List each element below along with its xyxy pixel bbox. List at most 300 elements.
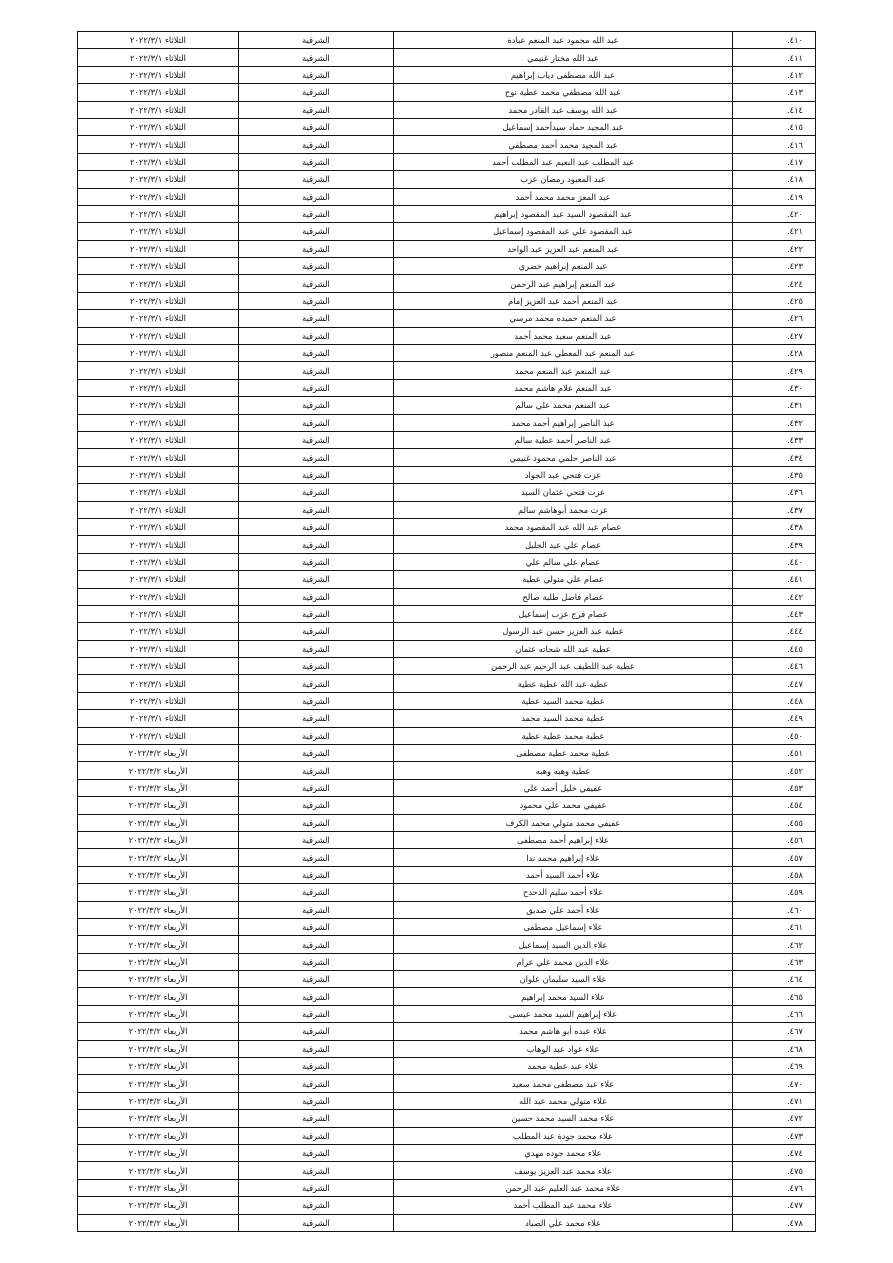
- person-name: عبد المعز محمد محمد أحمد: [394, 188, 733, 205]
- governorate: الشرقية: [239, 66, 394, 83]
- visit-date: الثلاثاء ٢٠٢٢/٣/١: [78, 588, 239, 605]
- table-row: [78, 292, 816, 309]
- governorate: الشرقية: [239, 223, 394, 240]
- visit-date: الأربعاء ٢٠٢٢/٣/٢: [78, 971, 239, 988]
- person-name: عبد المطلب عبد النعيم عبد المطلب أحمد: [394, 153, 733, 170]
- visit-date: الثلاثاء ٢٠٢٢/٣/١: [78, 727, 239, 744]
- table-row: [78, 397, 816, 414]
- row-number: ٤١٤.: [733, 101, 816, 118]
- person-name: عطية عبد الله شحاته عثمان: [394, 640, 733, 657]
- visit-date: الثلاثاء ٢٠٢٢/٣/١: [78, 692, 239, 709]
- visit-date: الأربعاء ٢٠٢٢/٣/٢: [78, 1110, 239, 1127]
- governorate: الشرقية: [239, 1075, 394, 1092]
- table-row: [78, 49, 816, 66]
- row-number: ٤٧٨.: [733, 1214, 816, 1231]
- person-name: عبد المنعم إبراهيم عبد الرحمن: [394, 275, 733, 292]
- person-name: عبد المنعم حميده محمد مرسي: [394, 310, 733, 327]
- person-name: عبد المنعم عبد المعطي عبد المنعم منصور: [394, 345, 733, 362]
- governorate: الشرقية: [239, 571, 394, 588]
- visit-date: الثلاثاء ٢٠٢٢/٣/١: [78, 466, 239, 483]
- person-name: عفيفي محمد متولي محمد الكرف: [394, 814, 733, 831]
- table-row: [78, 1023, 816, 1040]
- row-number: ٤٦٥.: [733, 988, 816, 1005]
- visit-date: الثلاثاء ٢٠٢٢/٣/١: [78, 484, 239, 501]
- governorate: الشرقية: [239, 623, 394, 640]
- visit-date: الأربعاء ٢٠٢٢/٣/٢: [78, 936, 239, 953]
- person-name: عطية محمد السيد محمد: [394, 710, 733, 727]
- person-name: عبد المقصود السيد عبد المقصود إبراهيم: [394, 205, 733, 222]
- person-name: عبد الناصر أحمد عطية سالم: [394, 431, 733, 448]
- row-number: ٤٤٢.: [733, 588, 816, 605]
- governorate: الشرقية: [239, 675, 394, 692]
- visit-date: الأربعاء ٢٠٢٢/٣/٢: [78, 1023, 239, 1040]
- visit-date: الثلاثاء ٢٠٢٢/٣/١: [78, 171, 239, 188]
- governorate: الشرقية: [239, 1214, 394, 1231]
- table-row: [78, 953, 816, 970]
- row-number: ٤٦٧.: [733, 1023, 816, 1040]
- row-number: ٤٧٦.: [733, 1179, 816, 1196]
- visit-date: الأربعاء ٢٠٢٢/٣/٢: [78, 1197, 239, 1214]
- visit-date: الثلاثاء ٢٠٢٢/٣/١: [78, 710, 239, 727]
- person-name: عزت فتحي عثمان السيد: [394, 484, 733, 501]
- row-number: ٤٧٠.: [733, 1075, 816, 1092]
- table-row: [78, 327, 816, 344]
- visit-date: الثلاثاء ٢٠٢٢/٣/١: [78, 553, 239, 570]
- visit-date: الثلاثاء ٢٠٢٢/٣/١: [78, 84, 239, 101]
- governorate: الشرقية: [239, 849, 394, 866]
- row-number: ٤٣١.: [733, 397, 816, 414]
- records-table: [77, 31, 816, 1232]
- table-row: [78, 66, 816, 83]
- table-row: [78, 379, 816, 396]
- table-row: [78, 710, 816, 727]
- person-name: عصام علي متولي عطية: [394, 571, 733, 588]
- visit-date: الأربعاء ٢٠٢٢/٣/٢: [78, 1214, 239, 1231]
- visit-date: الأربعاء ٢٠٢٢/٣/٢: [78, 797, 239, 814]
- row-number: ٤٦٤.: [733, 971, 816, 988]
- row-number: ٤٤٩.: [733, 710, 816, 727]
- table-row: [78, 849, 816, 866]
- person-name: عصام فاضل طلبة صالح: [394, 588, 733, 605]
- row-number: ٤٣٧.: [733, 501, 816, 518]
- row-number: ٤٧٧.: [733, 1197, 816, 1214]
- person-name: علاء أحمد علي صديق: [394, 901, 733, 918]
- person-name: علاء إبراهيم السيد محمد عيسى: [394, 1005, 733, 1022]
- table-row: [78, 345, 816, 362]
- row-number: ٤٣٥.: [733, 466, 816, 483]
- row-number: ٤٢٣.: [733, 258, 816, 275]
- table-row: [78, 779, 816, 796]
- visit-date: الثلاثاء ٢٠٢٢/٣/١: [78, 501, 239, 518]
- governorate: الشرقية: [239, 1110, 394, 1127]
- row-number: ٤٣٩.: [733, 536, 816, 553]
- governorate: الشرقية: [239, 901, 394, 918]
- governorate: الشرقية: [239, 449, 394, 466]
- person-name: عبد المنعم عبد المنعم محمد: [394, 362, 733, 379]
- table-row: [78, 153, 816, 170]
- visit-date: الثلاثاء ٢٠٢٢/٣/١: [78, 223, 239, 240]
- table-row: [78, 1110, 816, 1127]
- person-name: علاء عواد عبد الوهاب: [394, 1040, 733, 1057]
- table-row: [78, 1005, 816, 1022]
- person-name: عصام علي عبد الجليل: [394, 536, 733, 553]
- governorate: الشرقية: [239, 745, 394, 762]
- table-row: [78, 831, 816, 848]
- governorate: الشرقية: [239, 379, 394, 396]
- governorate: الشرقية: [239, 258, 394, 275]
- visit-date: الثلاثاء ٢٠٢٢/٣/١: [78, 623, 239, 640]
- person-name: عبد المجيد حماد سيدأحمد إسماعيل: [394, 118, 733, 135]
- table-row: [78, 501, 816, 518]
- governorate: الشرقية: [239, 518, 394, 535]
- table-row: [78, 101, 816, 118]
- row-number: ٤٧٢.: [733, 1110, 816, 1127]
- table-row: [78, 1145, 816, 1162]
- row-number: ٤١١.: [733, 49, 816, 66]
- person-name: علاء محمد عبد العليم عبد الرحمن: [394, 1179, 733, 1196]
- governorate: الشرقية: [239, 797, 394, 814]
- row-number: ٤٢٢.: [733, 240, 816, 257]
- row-number: ٤٤٧.: [733, 675, 816, 692]
- governorate: الشرقية: [239, 1197, 394, 1214]
- person-name: علاء عبد عطية محمد: [394, 1058, 733, 1075]
- table-row: [78, 918, 816, 935]
- visit-date: الثلاثاء ٢٠٢٢/٣/١: [78, 118, 239, 135]
- table-row: [78, 605, 816, 622]
- table-row: [78, 1040, 816, 1057]
- row-number: ٤٥٨.: [733, 866, 816, 883]
- visit-date: الثلاثاء ٢٠٢٢/٣/١: [78, 101, 239, 118]
- table-row: [78, 797, 816, 814]
- governorate: الشرقية: [239, 710, 394, 727]
- person-name: عبد الناصر إبراهيم أحمد محمد: [394, 414, 733, 431]
- governorate: الشرقية: [239, 918, 394, 935]
- governorate: الشرقية: [239, 831, 394, 848]
- governorate: الشرقية: [239, 240, 394, 257]
- governorate: الشرقية: [239, 658, 394, 675]
- row-number: ٤١٥.: [733, 118, 816, 135]
- governorate: الشرقية: [239, 588, 394, 605]
- table-row: [78, 623, 816, 640]
- row-number: ٤٦٠.: [733, 901, 816, 918]
- table-row: [78, 553, 816, 570]
- table-row: [78, 431, 816, 448]
- table-row: [78, 518, 816, 535]
- row-number: ٤٤٤.: [733, 623, 816, 640]
- table-row: [78, 240, 816, 257]
- governorate: الشرقية: [239, 32, 394, 49]
- visit-date: الثلاثاء ٢٠٢٢/٣/١: [78, 449, 239, 466]
- row-number: ٤٢٦.: [733, 310, 816, 327]
- row-number: ٤٦١.: [733, 918, 816, 935]
- row-number: ٤٣٦.: [733, 484, 816, 501]
- row-number: ٤١٠.: [733, 32, 816, 49]
- table-row: [78, 762, 816, 779]
- person-name: علاء محمد علي الصياد: [394, 1214, 733, 1231]
- visit-date: الأربعاء ٢٠٢٢/٣/٢: [78, 831, 239, 848]
- row-number: ٤٢٠.: [733, 205, 816, 222]
- person-name: عصام فرج عزب إسماعيل: [394, 605, 733, 622]
- governorate: الشرقية: [239, 101, 394, 118]
- table-row: [78, 171, 816, 188]
- visit-date: الثلاثاء ٢٠٢٢/٣/١: [78, 258, 239, 275]
- visit-date: الثلاثاء ٢٠٢٢/٣/١: [78, 32, 239, 49]
- person-name: عفيفي خليل أحمد علي: [394, 779, 733, 796]
- governorate: الشرقية: [239, 814, 394, 831]
- visit-date: الأربعاء ٢٠٢٢/٣/٢: [78, 884, 239, 901]
- row-number: ٤١٩.: [733, 188, 816, 205]
- row-number: ٤٤٣.: [733, 605, 816, 622]
- row-number: ٤١٢.: [733, 66, 816, 83]
- visit-date: الثلاثاء ٢٠٢٢/٣/١: [78, 49, 239, 66]
- person-name: عطية محمد عطية عطية: [394, 727, 733, 744]
- person-name: عطية عبد العزيز حسن عبد الرسول: [394, 623, 733, 640]
- person-name: عبد المنعم محمد علي سالم: [394, 397, 733, 414]
- person-name: عصام علي سالم علي: [394, 553, 733, 570]
- governorate: الشرقية: [239, 884, 394, 901]
- visit-date: الأربعاء ٢٠٢٢/٣/٢: [78, 866, 239, 883]
- visit-date: الأربعاء ٢٠٢٢/٣/٢: [78, 1162, 239, 1179]
- governorate: الشرقية: [239, 971, 394, 988]
- visit-date: الثلاثاء ٢٠٢٢/٣/١: [78, 327, 239, 344]
- governorate: الشرقية: [239, 1162, 394, 1179]
- visit-date: الثلاثاء ٢٠٢٢/٣/١: [78, 518, 239, 535]
- governorate: الشرقية: [239, 779, 394, 796]
- table-row: [78, 1197, 816, 1214]
- visit-date: الأربعاء ٢٠٢٢/٣/٢: [78, 953, 239, 970]
- table-row: [78, 640, 816, 657]
- visit-date: الأربعاء ٢٠٢٢/٣/٢: [78, 814, 239, 831]
- table-row: [78, 84, 816, 101]
- governorate: الشرقية: [239, 136, 394, 153]
- governorate: الشرقية: [239, 327, 394, 344]
- row-number: ٤٣٣.: [733, 431, 816, 448]
- visit-date: الثلاثاء ٢٠٢٢/٣/١: [78, 66, 239, 83]
- governorate: الشرقية: [239, 936, 394, 953]
- table-row: [78, 536, 816, 553]
- table-row: [78, 988, 816, 1005]
- governorate: الشرقية: [239, 466, 394, 483]
- person-name: عبد المنعم إبراهيم خضري: [394, 258, 733, 275]
- person-name: علاء إسماعيل مصطفى: [394, 918, 733, 935]
- table-row: [78, 884, 816, 901]
- row-number: ٤٥٤.: [733, 797, 816, 814]
- visit-date: الأربعاء ٢٠٢٢/٣/٢: [78, 779, 239, 796]
- table-row: [78, 971, 816, 988]
- row-number: ٤٣٤.: [733, 449, 816, 466]
- visit-date: الثلاثاء ٢٠٢٢/٣/١: [78, 605, 239, 622]
- visit-date: الثلاثاء ٢٠٢٢/٣/١: [78, 536, 239, 553]
- visit-date: الأربعاء ٢٠٢٢/٣/٢: [78, 1092, 239, 1109]
- governorate: الشرقية: [239, 49, 394, 66]
- governorate: الشرقية: [239, 1058, 394, 1075]
- person-name: عبد الله مصطفى دياب إبراهيم: [394, 66, 733, 83]
- row-number: ٤٤٦.: [733, 658, 816, 675]
- governorate: الشرقية: [239, 1040, 394, 1057]
- visit-date: الثلاثاء ٢٠٢٢/٣/١: [78, 414, 239, 431]
- table-row: [78, 449, 816, 466]
- table-row: [78, 1092, 816, 1109]
- row-number: ٤٥١.: [733, 745, 816, 762]
- table-body: [78, 32, 816, 1232]
- governorate: الشرقية: [239, 1127, 394, 1144]
- row-number: ٤٦٣.: [733, 953, 816, 970]
- governorate: الشرقية: [239, 1145, 394, 1162]
- row-number: ٤٦٦.: [733, 1005, 816, 1022]
- visit-date: الثلاثاء ٢٠٢٢/٣/١: [78, 136, 239, 153]
- row-number: ٤٤٥.: [733, 640, 816, 657]
- visit-date: الثلاثاء ٢٠٢٢/٣/١: [78, 205, 239, 222]
- governorate: الشرقية: [239, 605, 394, 622]
- table-row: [78, 727, 816, 744]
- table-row: [78, 484, 816, 501]
- table-row: [78, 588, 816, 605]
- governorate: الشرقية: [239, 345, 394, 362]
- governorate: الشرقية: [239, 501, 394, 518]
- row-number: ٤٧٥.: [733, 1162, 816, 1179]
- person-name: عبد الله محمود عبد المنعم عبادة: [394, 32, 733, 49]
- person-name: عبد المنعم عبد العزيز عبد الواحد: [394, 240, 733, 257]
- visit-date: الأربعاء ٢٠٢٢/٣/٢: [78, 1040, 239, 1057]
- visit-date: الثلاثاء ٢٠٢٢/٣/١: [78, 153, 239, 170]
- person-name: عزت محمد أبوهاشم سالم: [394, 501, 733, 518]
- table-row: [78, 675, 816, 692]
- governorate: الشرقية: [239, 397, 394, 414]
- row-number: ٤٧٣.: [733, 1127, 816, 1144]
- governorate: الشرقية: [239, 414, 394, 431]
- row-number: ٤٤١.: [733, 571, 816, 588]
- person-name: علاء أحمد السيد أحمد: [394, 866, 733, 883]
- governorate: الشرقية: [239, 84, 394, 101]
- table-row: [78, 745, 816, 762]
- governorate: الشرقية: [239, 640, 394, 657]
- visit-date: الثلاثاء ٢٠٢٢/٣/١: [78, 658, 239, 675]
- table-row: [78, 936, 816, 953]
- row-number: ٤١٨.: [733, 171, 816, 188]
- person-name: علاء السيد محمد إبراهيم: [394, 988, 733, 1005]
- person-name: عبد الله يوسف عبد القادر محمد: [394, 101, 733, 118]
- governorate: الشرقية: [239, 310, 394, 327]
- governorate: الشرقية: [239, 988, 394, 1005]
- governorate: الشرقية: [239, 153, 394, 170]
- row-number: ٤١٦.: [733, 136, 816, 153]
- table-row: [78, 814, 816, 831]
- visit-date: الثلاثاء ٢٠٢٢/٣/١: [78, 640, 239, 657]
- row-number: ٤٣٢.: [733, 414, 816, 431]
- governorate: الشرقية: [239, 484, 394, 501]
- visit-date: الأربعاء ٢٠٢٢/٣/٢: [78, 745, 239, 762]
- person-name: علاء أحمد سليم الدحدح: [394, 884, 733, 901]
- table-row: [78, 1214, 816, 1231]
- visit-date: الثلاثاء ٢٠٢٢/٣/١: [78, 275, 239, 292]
- person-name: عصام عبد الله عبد المقصود محمد: [394, 518, 733, 535]
- row-number: ٤٥٠.: [733, 727, 816, 744]
- table-row: [78, 1162, 816, 1179]
- table-row: [78, 118, 816, 135]
- person-name: علاء عبده أبو هاشم محمد: [394, 1023, 733, 1040]
- person-name: علاء إبراهيم أحمد مصطفى: [394, 831, 733, 848]
- governorate: الشرقية: [239, 362, 394, 379]
- visit-date: الأربعاء ٢٠٢٢/٣/٢: [78, 1145, 239, 1162]
- table-row: [78, 866, 816, 883]
- visit-date: الأربعاء ٢٠٢٢/٣/٢: [78, 1179, 239, 1196]
- row-number: ٤٧٤.: [733, 1145, 816, 1162]
- person-name: عبد الناصر حلمي محمود غنيمي: [394, 449, 733, 466]
- governorate: الشرقية: [239, 1005, 394, 1022]
- row-number: ٤٥٥.: [733, 814, 816, 831]
- table-row: [78, 658, 816, 675]
- row-number: ٤٣٨.: [733, 518, 816, 535]
- row-number: ٤٤٨.: [733, 692, 816, 709]
- table-row: [78, 310, 816, 327]
- visit-date: الأربعاء ٢٠٢٢/٣/٢: [78, 1058, 239, 1075]
- person-name: علاء محمد عبد المطلب أحمد: [394, 1197, 733, 1214]
- person-name: عبد المنعم علام هاشم محمد: [394, 379, 733, 396]
- visit-date: الأربعاء ٢٠٢٢/٣/٢: [78, 849, 239, 866]
- person-name: علاء متولي محمد عبد الله: [394, 1092, 733, 1109]
- table-row: [78, 1075, 816, 1092]
- visit-date: الثلاثاء ٢٠٢٢/٣/١: [78, 571, 239, 588]
- table-row: [78, 258, 816, 275]
- person-name: عبد المجيد محمد أحمد مصطفي: [394, 136, 733, 153]
- row-number: ٤٥٧.: [733, 849, 816, 866]
- row-number: ٤٢٨.: [733, 345, 816, 362]
- person-name: عطية وهبه وهبه: [394, 762, 733, 779]
- visit-date: الثلاثاء ٢٠٢٢/٣/١: [78, 188, 239, 205]
- person-name: عبد المنعم أحمد عبد العزيز إمام: [394, 292, 733, 309]
- visit-date: الأربعاء ٢٠٢٢/٣/٢: [78, 918, 239, 935]
- person-name: عبد الله مختار غنيمي: [394, 49, 733, 66]
- person-name: علاء محمد عبد العزيز يوسف: [394, 1162, 733, 1179]
- person-name: عبد المقصود علي عبد المقصود إسماعيل: [394, 223, 733, 240]
- table-row: [78, 1179, 816, 1196]
- table-row: [78, 1058, 816, 1075]
- governorate: الشرقية: [239, 171, 394, 188]
- visit-date: الثلاثاء ٢٠٢٢/٣/١: [78, 379, 239, 396]
- visit-date: الأربعاء ٢٠٢٢/٣/٢: [78, 1005, 239, 1022]
- governorate: الشرقية: [239, 536, 394, 553]
- governorate: الشرقية: [239, 762, 394, 779]
- person-name: عبد الله مصطفي محمد عطية نوح: [394, 84, 733, 101]
- table-row: [78, 692, 816, 709]
- person-name: علاء محمد جودة عبد المطلب: [394, 1127, 733, 1144]
- table-row: [78, 362, 816, 379]
- row-number: ٤١٣.: [733, 84, 816, 101]
- row-number: ٤٥٦.: [733, 831, 816, 848]
- governorate: الشرقية: [239, 1023, 394, 1040]
- table-row: [78, 414, 816, 431]
- person-name: عطية محمد السيد عطية: [394, 692, 733, 709]
- row-number: ٤٦٢.: [733, 936, 816, 953]
- row-number: ٤٥٣.: [733, 779, 816, 796]
- person-name: علاء الدين محمد علي عرام: [394, 953, 733, 970]
- table-row: [78, 136, 816, 153]
- table-row: [78, 1127, 816, 1144]
- row-number: ٤٦٩.: [733, 1058, 816, 1075]
- governorate: الشرقية: [239, 292, 394, 309]
- row-number: ٤٢٤.: [733, 275, 816, 292]
- person-name: علاء السيد سليمان علوان: [394, 971, 733, 988]
- row-number: ٤٢٩.: [733, 362, 816, 379]
- person-name: علاء الدين السيد إسماعيل: [394, 936, 733, 953]
- row-number: ٤٣٠.: [733, 379, 816, 396]
- person-name: عفيفي محمد علي محمود: [394, 797, 733, 814]
- visit-date: الثلاثاء ٢٠٢٢/٣/١: [78, 345, 239, 362]
- row-number: ٤٦٨.: [733, 1040, 816, 1057]
- row-number: ٤٢١.: [733, 223, 816, 240]
- governorate: الشرقية: [239, 205, 394, 222]
- visit-date: الثلاثاء ٢٠٢٢/٣/١: [78, 310, 239, 327]
